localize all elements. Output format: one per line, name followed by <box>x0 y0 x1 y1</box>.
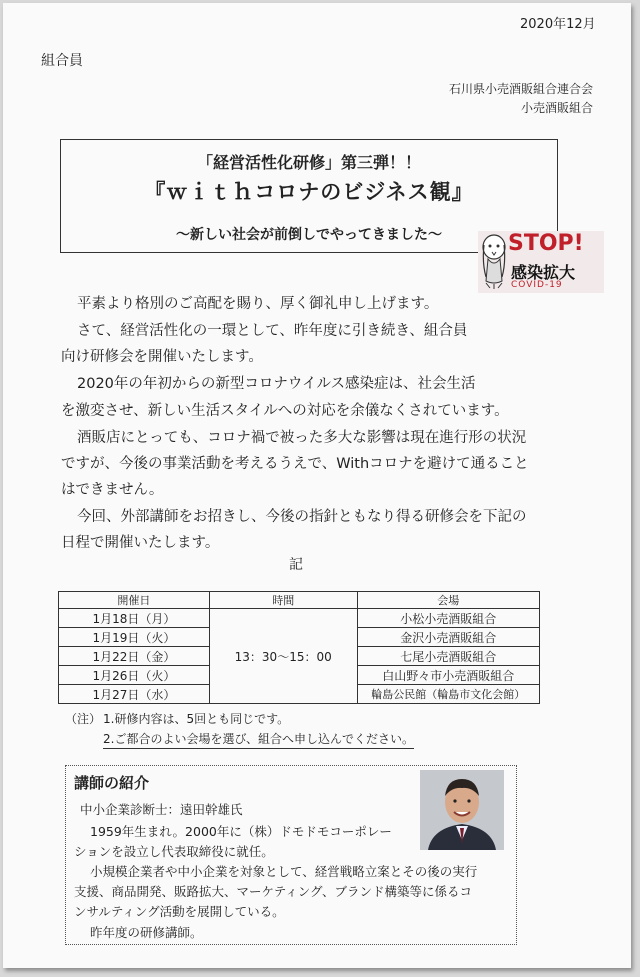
lecturer-section <box>65 765 517 945</box>
lecturer-line: ンサルティング活動を展開している。 <box>74 904 285 919</box>
amabie-icon <box>480 233 508 289</box>
sender-sub-organization: 小売酒販組合 <box>520 101 593 115</box>
body-paragraph-line: 日程で開催いたします。 <box>61 535 220 551</box>
lecturer-line: 1959年生まれ。2000年に（株）ドモドモコーポレー <box>90 824 392 839</box>
title-line-3: ～新しい社会が前倒しでやってきました～ <box>176 227 442 243</box>
lecturer-photo <box>420 770 504 850</box>
table-header-row <box>59 592 540 609</box>
ki-heading: 記 <box>289 557 303 573</box>
title-line-2: 『ｗｉｔｈコロナのビジネス観』 <box>144 180 474 204</box>
body-paragraph-line: 平素より格別のご高配を賜り、厚く御礼申し上げます。 <box>77 296 439 312</box>
date-cell: 1月19日（火） <box>59 628 210 647</box>
body-paragraph-line: 酒販店にとっても、コロナ禍で被った多大な影響は現在進行形の状況 <box>77 430 527 446</box>
body-paragraph-line: さて、経営活性化の一環として、昨年度に引き続き、組合員 <box>77 323 468 339</box>
body-paragraph-line: 今回、外部講師をお招きし、今後の指針ともなり得る研修会を下記の <box>77 509 527 525</box>
infection-spread-label: 感染拡大 <box>511 263 576 282</box>
body-paragraph-line: ですが、今後の事業活動を考えるうえで、Withコロナを避けて通ること <box>61 456 529 472</box>
header-venue: 会場 <box>357 592 539 609</box>
venue-cell: 七尾小売酒販組合 <box>357 647 539 666</box>
document-date: 2020年12月 <box>520 17 596 32</box>
recipient: 組合員 <box>41 53 83 69</box>
lecturer-line: 中小企業診断士：遠田幹雄氏 <box>80 802 243 817</box>
venue-cell: 小松小売酒販組合 <box>357 609 539 628</box>
lecturer-line: 小規模企業者や中小企業を対象として、経営戦略立案とその後の実行 <box>90 864 478 879</box>
date-cell: 1月27日（水） <box>59 685 210 704</box>
sender-organization: 石川県小売酒販組合連合会 <box>448 82 593 96</box>
lecturer-line: ションを設立し代表取締役に就任。 <box>74 844 274 859</box>
time-cell: 13：30～15：00 <box>209 609 357 704</box>
date-cell: 1月18日（月） <box>59 609 210 628</box>
title-line-1: 「経営活性化研修」第三弾！！ <box>196 153 421 172</box>
stop-covid-badge <box>478 231 604 293</box>
venue-cell: 金沢小売酒販組合 <box>357 628 539 647</box>
covid-label: COVID-19 <box>511 280 563 290</box>
body-paragraph-line: はできません。 <box>61 482 164 498</box>
document-page <box>3 3 631 968</box>
date-cell: 1月22日（金） <box>59 647 210 666</box>
venue-cell: 輪島公民館（輪島市文化会館） <box>357 685 539 704</box>
note-2: 2.ご都合のよい会場を選び、組合へ申し込んでください。 <box>103 730 414 749</box>
lecturer-title: 講師の紹介 <box>74 774 150 792</box>
body-paragraph-line: 向け研修会を開催いたします。 <box>61 349 263 365</box>
lecturer-line: 支援、商品開発、販路拡大、マーケティング、ブランド構築等に係るコ <box>74 884 473 899</box>
table-row <box>59 609 540 628</box>
note-prefix: （注） <box>65 712 102 726</box>
header-time: 時間 <box>209 592 357 609</box>
lecturer-line: 昨年度の研修講師。 <box>90 925 203 940</box>
venue-cell: 白山野々市小売酒販組合 <box>357 666 539 685</box>
stop-label: STOP! <box>508 231 584 256</box>
body-paragraph-line: 2020年の年初からの新型コロナウイルス感染症は、社会生活 <box>77 376 476 392</box>
date-cell: 1月26日（火） <box>59 666 210 685</box>
header-date: 開催日 <box>59 592 210 609</box>
body-paragraph-line: を激変させ、新しい生活スタイルへの対応を余儀なくされています。 <box>61 403 509 419</box>
schedule-table <box>58 591 540 704</box>
note-1: 1.研修内容は、5回とも同じです。 <box>103 712 290 726</box>
